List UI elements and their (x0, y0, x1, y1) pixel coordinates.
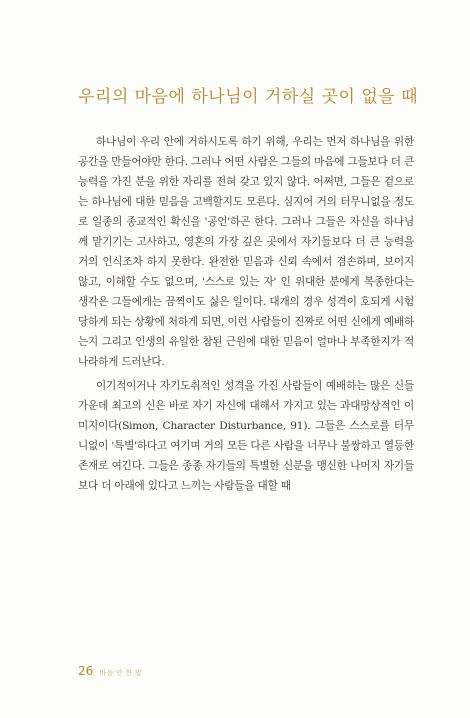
paragraph-2: 이기적이거나 자기도취적인 성격을 가진 사람들이 예배하는 많은 신들 가운데 최고의 신은 바로 자기 자신에 대해서 가지고 있는 과대망상적인 이미지이다(Simon, Character Disturbance, 91). 그들은 스스로를 터무니없이 '특별'하다고 여기며 거의 모든 다른 사람을 너무나 불쌍하고 열등한 존재로 여긴다. 그들은 종종 자기들의 특별한 신분을 맹신한 나머지 자기들보다 더 아래에 있다고 느끼는 사람들을 대할 때 (78, 380, 414, 492)
page-number: 26 (78, 664, 94, 678)
page-footer (78, 664, 142, 678)
running-title: 마음 안 한 말 (99, 669, 143, 677)
paragraph-1: 하나님이 우리 안에 거하시도록 하기 위해, 우리는 먼저 하나님을 위한 공간을 만들어야만 한다. 그러나 어떤 사람은 그들의 마음에 그들보다 더 큰 능력을 가진 분을 위한 자리를 전혀 갖고 있지 않다. 어쩌면, 그들은 겉으로는 하나님에 대한 믿음을 고백할지도 모른다. 심지어 거의 터무니없을 정도로 일종의 종교적인 확신을 '공언'하곤 한다. 그러나 그들은 자신을 하나님께 맡기기는 고사하고, 영혼의 가장 깊은 곳에서 자기들보다 더 큰 능력을 거의 인식조차 하지 못한다. 완전한 믿음과 신뢰 속에서 겸손하며, 보이지 않고, 이해할 수도 없으며, '스스로 있는 자' 인 위대한 분에게 복종한다는 생각은 그들에게는 끔찍이도 싫은 일이다. 대개의 경우 성격이 호되게 시험 당하게 되는 상황에 처하게 되면, 이런 사람들이 진짜로 어떤 신에게 예배하는지 그리고 인생의 유일한 참된 근원에 대한 믿음이 얼마나 부족한지가 적나라하게 드러난다. (78, 136, 414, 368)
body-text (78, 132, 414, 496)
section-title: 우리의 마음에 하나님이 거하실 곳이 없을 때 (78, 87, 419, 107)
